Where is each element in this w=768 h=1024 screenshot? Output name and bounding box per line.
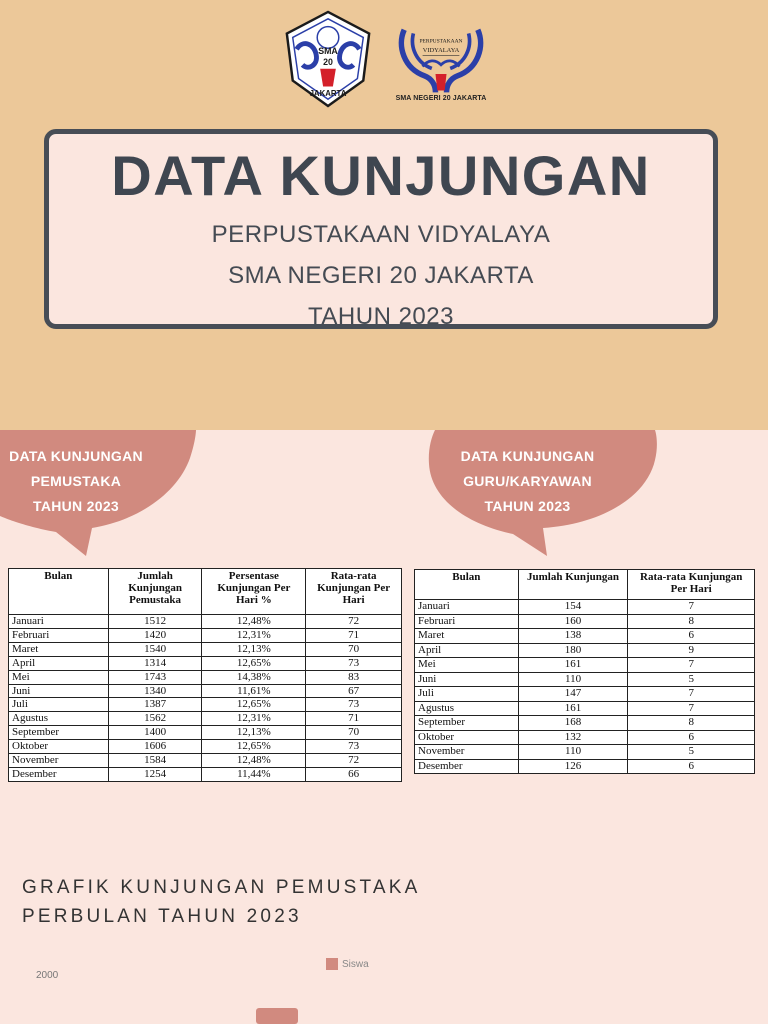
month-cell: Januari [9, 615, 109, 629]
value-cell: 70 [306, 726, 402, 740]
table-row [9, 642, 402, 656]
value-cell: 1540 [108, 642, 202, 656]
table-row [9, 767, 402, 781]
bubble-pemustaka-line-2: PEMUSTAKA [30, 473, 122, 489]
column-header: Bulan [415, 570, 519, 600]
value-cell: 1420 [108, 628, 202, 642]
subtitle-year: TAHUN 2023 [308, 303, 454, 330]
value-cell: 12,48% [202, 615, 306, 629]
table-row [9, 628, 402, 642]
bubble-pemustaka-line-1: DATA KUNJUNGAN [9, 448, 143, 464]
table-row [415, 629, 755, 644]
school-logo-top-text: SMA [318, 46, 338, 57]
month-cell: Maret [9, 642, 109, 656]
value-cell: 110 [518, 672, 628, 687]
table-row [9, 754, 402, 768]
column-header: Persentase Kunjungan Per Hari % [202, 569, 306, 615]
visits-chart [0, 950, 768, 1024]
value-cell: 1512 [108, 615, 202, 629]
month-cell: Juni [415, 672, 519, 687]
value-cell: 73 [306, 656, 402, 670]
value-cell: 160 [518, 614, 628, 629]
school-logo-number: 20 [323, 56, 333, 67]
table-row [415, 658, 755, 673]
value-cell: 12,65% [202, 656, 306, 670]
month-cell: Agustus [415, 701, 519, 716]
value-cell: 6 [628, 629, 755, 644]
value-cell: 73 [306, 740, 402, 754]
month-cell: Mei [9, 670, 109, 684]
value-cell: 67 [306, 684, 402, 698]
value-cell: 7 [628, 600, 755, 615]
table-row [415, 643, 755, 658]
value-cell: 180 [518, 643, 628, 658]
table-row [415, 716, 755, 731]
value-cell: 12,31% [202, 712, 306, 726]
month-cell: November [9, 754, 109, 768]
value-cell: 1254 [108, 767, 202, 781]
page-title: DATA KUNJUNGAN [111, 144, 651, 207]
subtitle-library: PERPUSTAKAAN VIDYALAYA [211, 221, 551, 248]
value-cell: 5 [628, 745, 755, 760]
value-cell: 1606 [108, 740, 202, 754]
table-row [9, 740, 402, 754]
chart-heading-line-2: PERBULAN TAHUN 2023 [22, 906, 302, 927]
month-cell: Desember [9, 767, 109, 781]
table-guru-karyawan [414, 569, 755, 774]
month-cell: April [9, 656, 109, 670]
value-cell: 1400 [108, 726, 202, 740]
column-header: Jumlah Kunjungan Pemustaka [108, 569, 202, 615]
month-cell: Desember [415, 759, 519, 774]
title-card [44, 129, 718, 329]
month-cell: Oktober [9, 740, 109, 754]
library-logo-name: VIDYALAYA [422, 46, 460, 54]
value-cell: 66 [306, 767, 402, 781]
subtitle-school: SMA NEGERI 20 JAKARTA [228, 262, 534, 289]
month-cell: Juni [9, 684, 109, 698]
month-cell: Juli [415, 687, 519, 702]
value-cell: 71 [306, 712, 402, 726]
value-cell: 126 [518, 759, 628, 774]
value-cell: 12,65% [202, 740, 306, 754]
month-cell: Februari [9, 628, 109, 642]
value-cell: 8 [628, 716, 755, 731]
value-cell: 154 [518, 600, 628, 615]
value-cell: 161 [518, 658, 628, 673]
month-cell: April [415, 643, 519, 658]
value-cell: 72 [306, 754, 402, 768]
bubble-guru-line-1: DATA KUNJUNGAN [460, 448, 595, 464]
month-cell: Mei [415, 658, 519, 673]
library-logo-top-text: PERPUSTAKAAN [419, 38, 463, 45]
value-cell: 1584 [108, 754, 202, 768]
table-row [415, 687, 755, 702]
table-row [415, 600, 755, 615]
month-cell: November [415, 745, 519, 760]
value-cell: 1743 [108, 670, 202, 684]
column-header: Jumlah Kunjungan [518, 570, 628, 600]
y-tick-label: 2000 [36, 970, 59, 981]
table-row [415, 745, 755, 760]
value-cell: 12,48% [202, 754, 306, 768]
month-cell: Juli [9, 698, 109, 712]
value-cell: 5 [628, 672, 755, 687]
chart-heading-line-1: GRAFIK KUNJUNGAN PEMUSTAKA [22, 877, 421, 898]
value-cell: 72 [306, 615, 402, 629]
value-cell: 70 [306, 642, 402, 656]
value-cell: 12,13% [202, 726, 306, 740]
value-cell: 110 [518, 745, 628, 760]
table-pemustaka [8, 568, 402, 782]
month-cell: September [415, 716, 519, 731]
value-cell: 11,44% [202, 767, 306, 781]
bubble-guru-line-2: GURU/KARYAWAN [463, 473, 592, 489]
table-row [415, 730, 755, 745]
month-cell: Maret [415, 629, 519, 644]
month-cell: Februari [415, 614, 519, 629]
value-cell: 168 [518, 716, 628, 731]
month-cell: Januari [415, 600, 519, 615]
table-row [415, 701, 755, 716]
value-cell: 73 [306, 698, 402, 712]
chart-bar [256, 1008, 298, 1024]
value-cell: 14,38% [202, 670, 306, 684]
bubble-guru-text [440, 444, 615, 519]
column-header: Rata-rata Kunjungan Per Hari [306, 569, 402, 615]
value-cell: 12,31% [202, 628, 306, 642]
table-row [415, 759, 755, 774]
value-cell: 161 [518, 701, 628, 716]
table-row [9, 656, 402, 670]
table-row [415, 672, 755, 687]
table-row [9, 670, 402, 684]
legend-label: Siswa [342, 959, 369, 970]
value-cell: 12,13% [202, 642, 306, 656]
value-cell: 9 [628, 643, 755, 658]
legend-swatch [326, 958, 338, 970]
month-cell: Oktober [415, 730, 519, 745]
library-logo-caption: SMA NEGERI 20 JAKARTA [395, 95, 487, 102]
value-cell: 147 [518, 687, 628, 702]
value-cell: 1562 [108, 712, 202, 726]
table-row [9, 684, 402, 698]
value-cell: 12,65% [202, 698, 306, 712]
bubble-guru-line-3: TAHUN 2023 [484, 498, 571, 514]
chart-heading [22, 873, 421, 931]
month-cell: September [9, 726, 109, 740]
month-cell: Agustus [9, 712, 109, 726]
school-logo-bottom-text: JAKARTA [309, 89, 347, 99]
value-cell: 1340 [108, 684, 202, 698]
value-cell: 6 [628, 730, 755, 745]
value-cell: 1387 [108, 698, 202, 712]
bubble-pemustaka-text [0, 444, 152, 519]
table-row [415, 614, 755, 629]
table-row [9, 615, 402, 629]
value-cell: 7 [628, 687, 755, 702]
table-row [9, 698, 402, 712]
value-cell: 83 [306, 670, 402, 684]
value-cell: 8 [628, 614, 755, 629]
value-cell: 7 [628, 658, 755, 673]
table-row [9, 726, 402, 740]
value-cell: 11,61% [202, 684, 306, 698]
value-cell: 132 [518, 730, 628, 745]
value-cell: 138 [518, 629, 628, 644]
column-header: Rata-rata Kunjungan Per Hari [628, 570, 755, 600]
table-row [9, 712, 402, 726]
bubble-pemustaka-line-3: TAHUN 2023 [33, 498, 119, 514]
value-cell: 6 [628, 759, 755, 774]
value-cell: 1314 [108, 656, 202, 670]
school-logo [279, 10, 377, 108]
value-cell: 71 [306, 628, 402, 642]
value-cell: 7 [628, 701, 755, 716]
column-header: Bulan [9, 569, 109, 615]
